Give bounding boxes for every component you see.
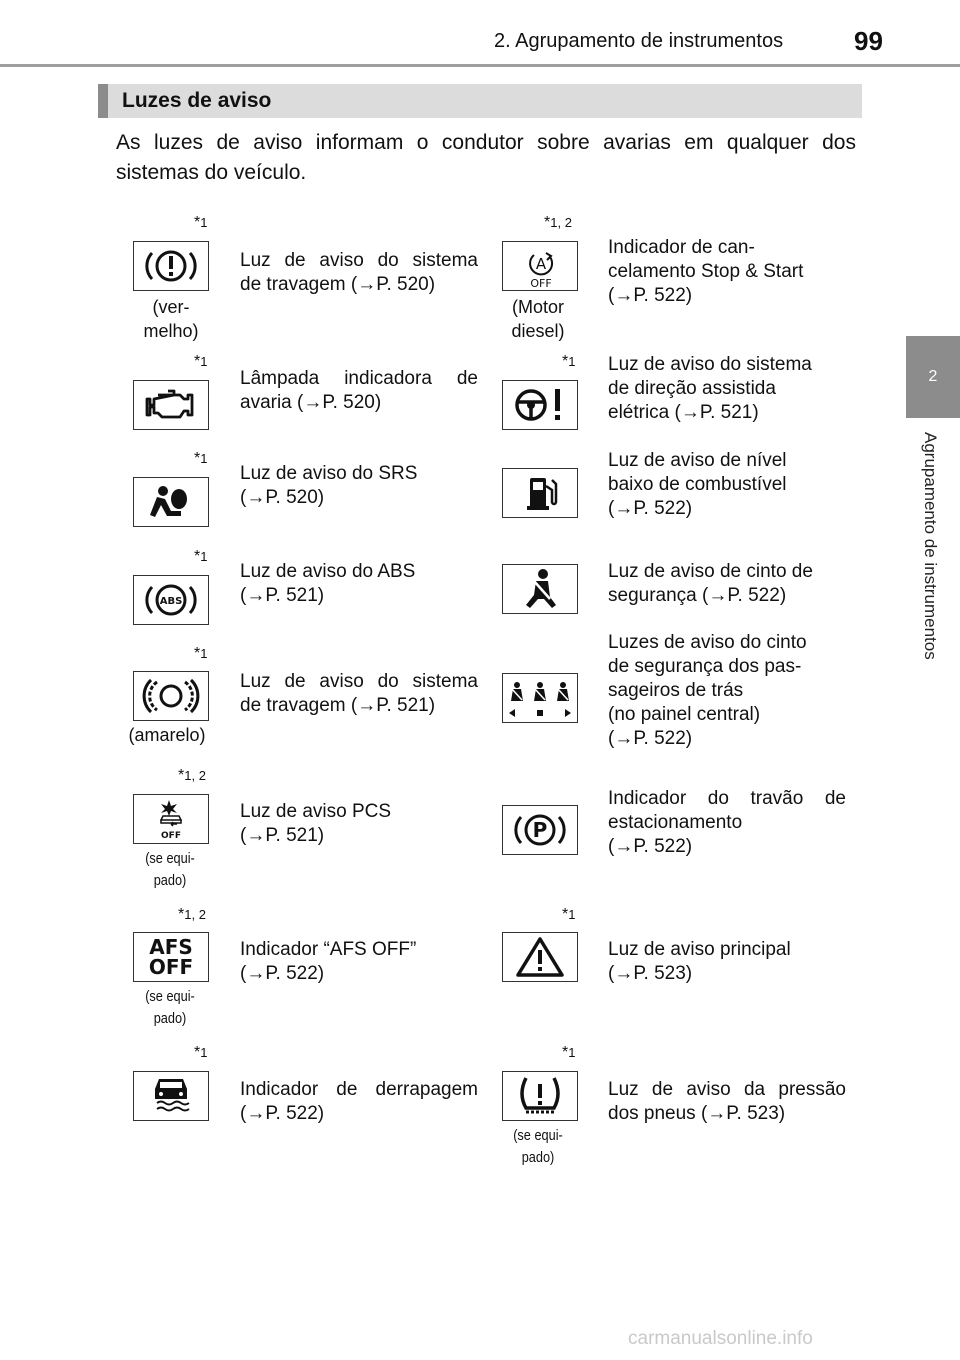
icon-caption: (se equi- pado) bbox=[145, 988, 195, 1027]
afs-off-icon bbox=[133, 932, 209, 982]
stop-start-cancel-icon bbox=[502, 241, 578, 291]
light-description: Indicador do travão de bbox=[608, 788, 846, 809]
light-description: Indicador de derrapagem bbox=[240, 1079, 478, 1100]
rear-seatbelts-icon bbox=[502, 673, 578, 723]
airbag-icon bbox=[133, 477, 209, 527]
steering-warning-icon bbox=[502, 380, 578, 430]
light-description: Indicador “AFS OFF” (→P. 522) bbox=[240, 939, 417, 984]
chapter-tab-label: Agrupamento de instrumentos bbox=[921, 432, 940, 660]
watermark: carmanualsonline.info bbox=[628, 1328, 813, 1349]
light-description: Luz de aviso PCS (→P. 521) bbox=[240, 801, 392, 846]
brake-pads-icon bbox=[133, 671, 209, 721]
icon-caption: (Motor diesel) bbox=[511, 297, 565, 341]
light-description: Luz de aviso do SRS (→P. 520) bbox=[240, 463, 418, 508]
light-description: estacionamento (→P. 522) bbox=[608, 812, 743, 857]
fuel-pump-icon bbox=[502, 468, 578, 518]
stop-start-icon-label: OFF bbox=[530, 277, 552, 289]
icon-caption: (amarelo) bbox=[128, 725, 206, 745]
abs-icon-label: ABS bbox=[159, 596, 183, 607]
light-description: Luzes de aviso do cinto de segurança dos pas- sageiros de trás (no painel central) (→P. 522) bbox=[608, 632, 807, 749]
chapter-tab[interactable]: 2 bbox=[906, 336, 960, 418]
master-warning-icon bbox=[502, 932, 578, 982]
footnote-mark: *1 bbox=[562, 906, 576, 923]
parking-icon-label: P bbox=[532, 818, 548, 842]
brake-warning-icon bbox=[133, 241, 209, 291]
footnote-mark: *1 bbox=[562, 353, 576, 370]
light-description: Luz de aviso de nível baixo de combustível (→P. 522) bbox=[608, 450, 787, 519]
light-description: avaria (→P. 520) bbox=[240, 392, 382, 413]
footnote-mark: *1 bbox=[562, 1044, 576, 1061]
abs-icon bbox=[133, 575, 209, 625]
tire-pressure-icon bbox=[502, 1071, 578, 1121]
footnote-mark: *1 bbox=[194, 353, 208, 370]
footnote-mark: *1, 2 bbox=[178, 767, 206, 784]
icon-caption: (se equi- pado) bbox=[145, 850, 195, 889]
running-header: 2. Agrupamento de instrumentos bbox=[494, 30, 784, 52]
footnote-mark: *1 bbox=[194, 645, 208, 662]
light-description: Luz de aviso do sistema bbox=[240, 250, 478, 271]
footnote-mark: *1 bbox=[194, 214, 208, 231]
light-description: Indicador de can- celamento Stop & Start (→P. 522) bbox=[608, 237, 804, 306]
footnote-mark: *1 bbox=[194, 450, 208, 467]
footnote-mark: *1 bbox=[194, 548, 208, 565]
light-description: (→P. 522) bbox=[240, 1103, 325, 1124]
light-description: dos pneus (→P. 523) bbox=[608, 1103, 786, 1124]
footnote-mark: *1 bbox=[194, 1044, 208, 1061]
light-description: Luz de aviso do sistema de direção assistida elétrica (→P. 521) bbox=[608, 354, 812, 423]
afs-off-label: OFF bbox=[148, 955, 194, 979]
light-description: Luz de aviso principal (→P. 523) bbox=[608, 939, 791, 984]
footnote-mark: *1, 2 bbox=[178, 906, 206, 923]
page-number: 99 bbox=[854, 26, 883, 56]
icon-caption: (ver- melho) bbox=[143, 297, 199, 341]
parking-brake-icon bbox=[502, 805, 578, 855]
light-description: Lâmpada indicadora de bbox=[240, 368, 478, 389]
engine-icon bbox=[133, 380, 209, 430]
svg-text:A: A bbox=[535, 255, 547, 273]
light-description: de travagem (→P. 520) bbox=[240, 274, 436, 295]
icon-caption: (se equi- pado) bbox=[513, 1127, 563, 1166]
footnote-mark: *1, 2 bbox=[544, 214, 572, 231]
afs-label: AFS bbox=[149, 935, 193, 959]
seatbelt-icon bbox=[502, 564, 578, 614]
light-description: de travagem (→P. 521) bbox=[240, 695, 436, 716]
light-description: Luz de aviso de cinto de segurança (→P. 522) bbox=[608, 561, 813, 606]
light-description: Luz de aviso do ABS (→P. 521) bbox=[240, 561, 416, 606]
pcs-icon-label: OFF bbox=[161, 831, 181, 841]
section-header bbox=[98, 84, 862, 118]
light-description: Luz de aviso do sistema bbox=[240, 671, 478, 692]
intro-paragraph: As luzes de aviso informam o condutor sobre avarias em qualquer dos sistemas do veículo. bbox=[116, 131, 856, 184]
pcs-icon bbox=[133, 794, 209, 844]
section-title: Luzes de aviso bbox=[122, 89, 272, 112]
light-description: Luz de aviso da pressão bbox=[608, 1079, 846, 1100]
header-rule bbox=[0, 64, 960, 67]
slip-indicator-icon bbox=[133, 1071, 209, 1121]
